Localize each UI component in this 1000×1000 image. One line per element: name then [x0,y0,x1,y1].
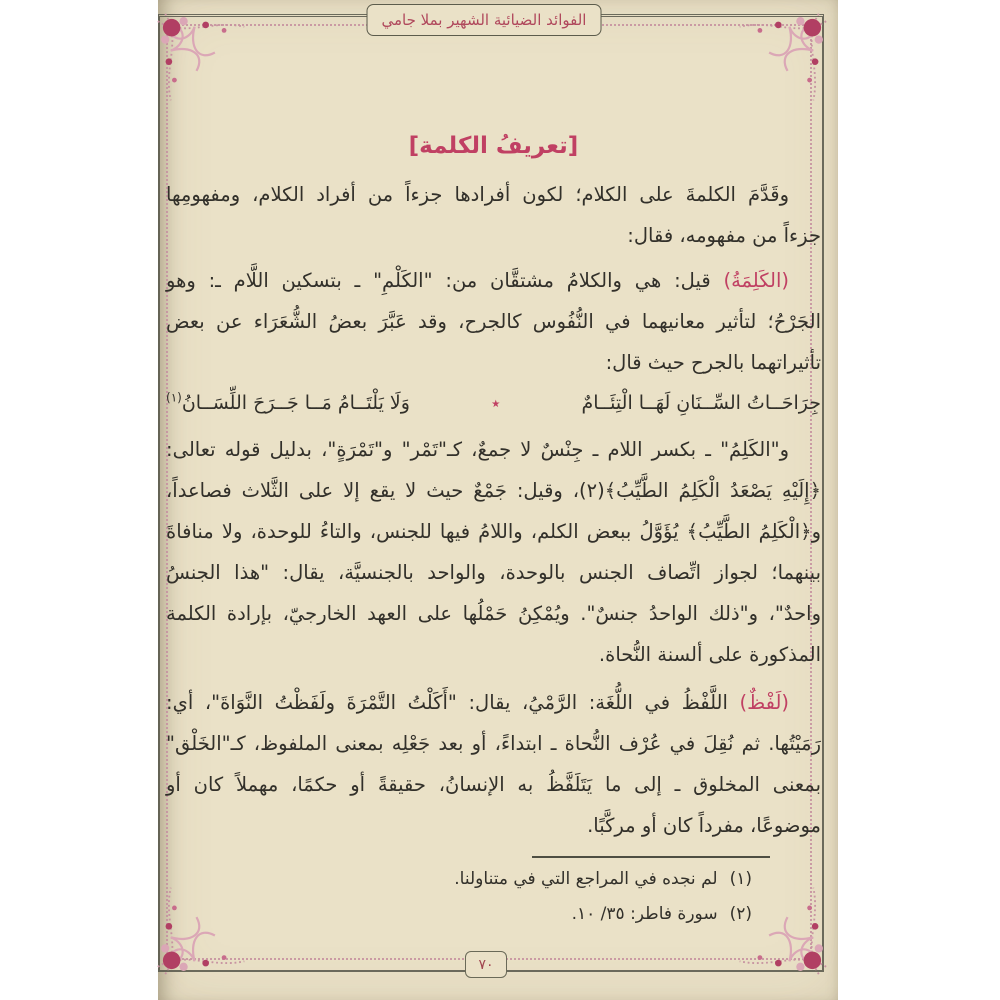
body-line: جزءاً من مفهومه، فقال: [627,224,821,247]
body-line: تأثيراتهما بالجرح حيث قال: [605,351,821,374]
keyword-lafz: (لَفْظٌ) [739,691,789,714]
verse-hemistich-right: جِرَاحَــاتُ السِّــنَانِ لَهَــا الْتِئَــامٌ [581,392,821,414]
body-line: و"الكَلِمُ" ـ بكسر اللام ـ جِنْسٌ لا جمعٌ، كـ"تَمْر" و"تَمْرَةٍ"، بدليل قوله تعالى: [166,438,789,461]
running-header-plate [367,4,602,36]
corner-ornament-bottom-right-icon [736,884,828,976]
footnote-number: (١) [729,869,752,889]
body-line: و﴿الْكَلِمُ الطَّيِّبُ﴾ يُؤَوَّلُ ببعض الكلم، واللامُ فيها للجنس، والتاءُ للوحدة، ولا منافاةَ [166,520,821,543]
body-line: المذكورة على ألسنة النُّحاة. [598,643,821,666]
corner-ornament-bottom-left-icon [156,884,248,976]
footnote-number: (٢) [729,904,752,924]
body-line: موضوعًا، مفرداً كان أو مركَّبًا. [587,814,821,837]
body-line [166,682,821,723]
body-line: بينهما؛ لجواز اتِّصاف الجنس بالوحدة، والواحد بالجنسيَّة، يقال: "هذا الجنسُ [166,561,821,584]
verse-hemistich-left [166,383,410,424]
page-number: ٧٠ [478,956,494,973]
footnote-item [170,864,770,894]
corner-ornament-top-right-icon [736,12,828,104]
verse-text: وَلَا يَلْتَــامُ مَــا جَــرَحَ اللِّسَــانُ [181,392,410,414]
body-line: واحدٌ"، و"ذلك الواحدُ جنسٌ". ويُمْكِنُ حَمْلُها على العهد الخارجيّ، بإرادة الكلمة [166,602,821,625]
footnote-text: سورة فاطر: ٣٥/ ١٠. [571,904,718,924]
body-line: رَمَيْتُها. ثم نُقِلَ في عُرْف النُّحاة ـ ابتداءً، أو بعد جَعْلِه بمعنى الملفوظ، كـ"الخَلْق" [166,732,821,755]
section-title: [تعريفُ الكلمة] [408,133,579,159]
book-page [158,0,838,1000]
body-line: بمعنى المخلوق ـ إلى ما يَتَلَفَّظُ به الإنسانُ، حقيقةً أو حكمًا، مهملاً كان أو [166,773,821,796]
paragraph-1 [166,174,821,256]
verse-footnote-marker: (١) [166,390,182,405]
footnote-item [170,899,770,929]
footnotes-section [170,850,770,929]
paragraph-3 [166,429,821,675]
footnote-separator [532,856,770,858]
verse-divider-icon: ٭ [491,394,501,414]
corner-ornament-top-left-icon [156,12,248,104]
running-header-title: الفوائد الضيائية الشهير بملا جامي [381,11,587,29]
paragraph-2 [166,260,821,383]
paragraph-4 [166,682,821,846]
keyword-kalima: (الكَلِمَةُ) [723,269,789,292]
verse-line [166,383,821,425]
body-text: قيل: هي والكلامُ مشتقَّان من: "الكَلْمِ" ـ بتسكين اللَّام ـ: وهو [166,269,724,292]
body-text: اللَّفْظُ في اللُّغَة: الرَّمْيُ، يقال: "أَكَلْتُ التَّمْرَةَ ولَفَظْتُ النَّوَاةَ"، أي: [166,691,740,714]
body-line [166,260,821,301]
body-line: وقَدَّمَ الكلمةَ على الكلام؛ لكون أفرادها جزءاً من أفراد الكلام، ومفهومِها [166,183,789,206]
body-line: الجَرْحُ؛ لتأثير معانيهما في النُّفُوس كالجرح، وقد عَبَّرَ بعضُ الشُّعَرَاء عن بعض [166,310,821,333]
page-number-plate [465,951,507,978]
body-line: ﴿إِلَيْهِ يَصْعَدُ الْكَلِمُ الطَّيِّبُ﴾(٢)، وقيل: جَمْعٌ حيث لا يقع إلا على الثَّلاث فصاعداً، [166,479,822,502]
page-body [166,118,821,846]
footnote-text: لم نجده في المراجع التي في متناولنا. [454,869,718,889]
